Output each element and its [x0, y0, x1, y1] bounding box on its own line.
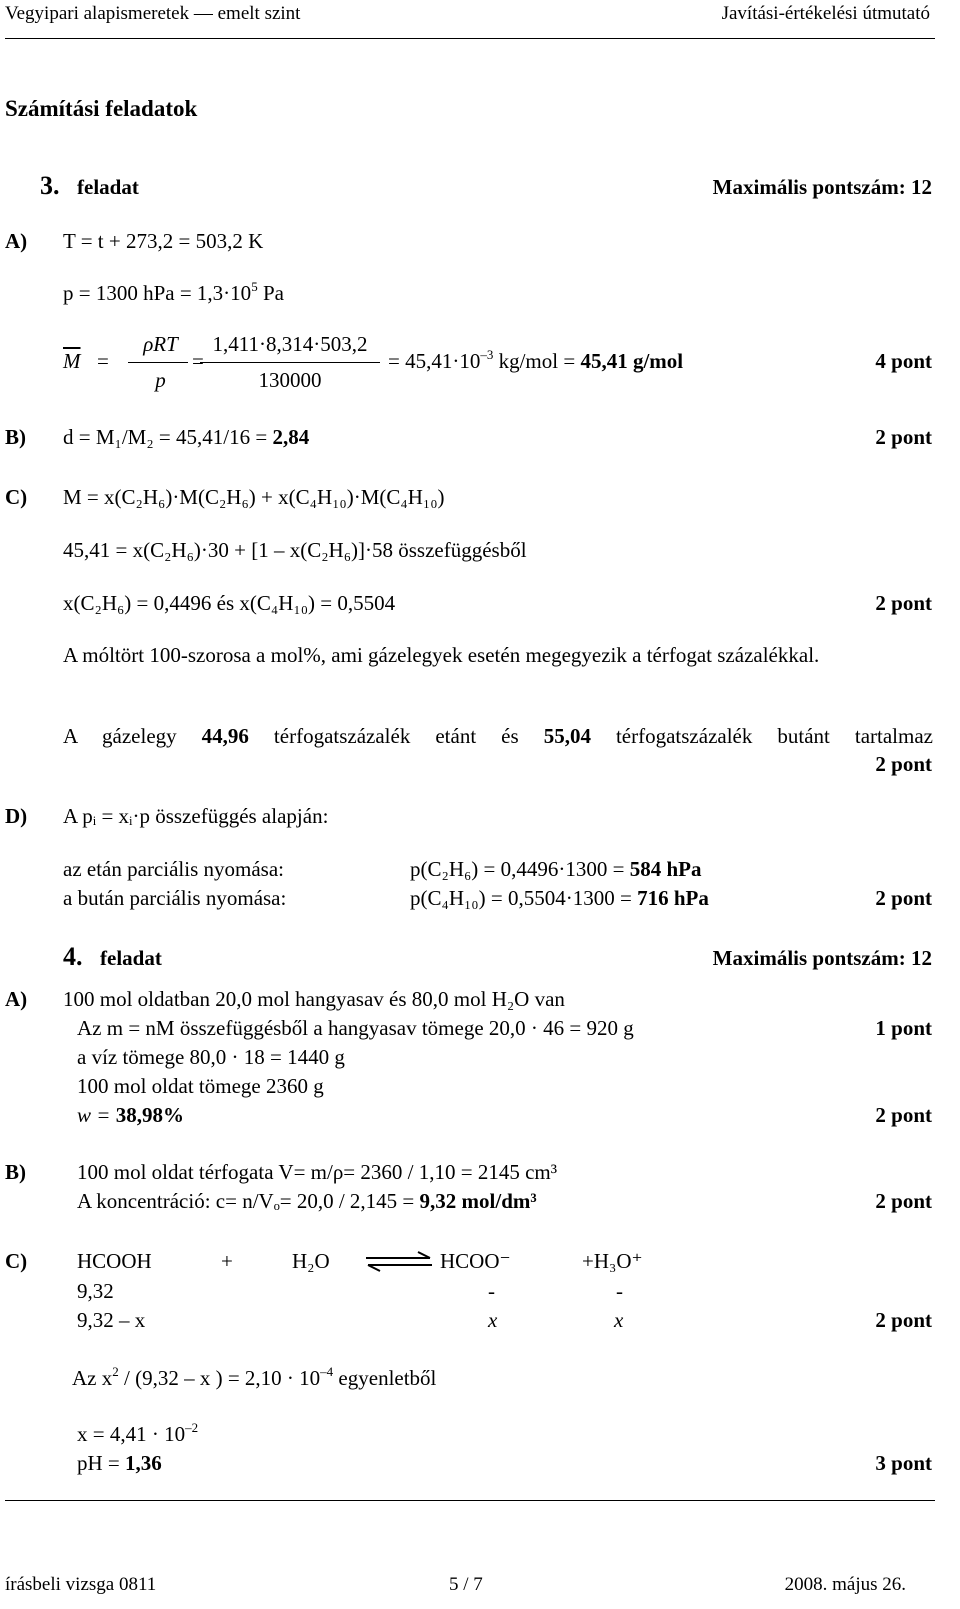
task3-a-frac1-num: ρRT [143, 332, 178, 356]
task3-number: 3. [40, 171, 60, 200]
task4-c-ph-points: 3 pont [875, 1451, 932, 1475]
equilibrium-arrow-icon [364, 1250, 434, 1272]
task4-a-line2: Az m = nM összefüggésből a hangyasav tömege 20,0 · 46 = 920 g [77, 1016, 634, 1040]
task3-c-line2: 45,41 = x(C₂H₆)·30 + [1 – x(C₂H₆)]·58 összefüggésből [63, 538, 527, 562]
task4-a-line3: a víz tömege 80,0 · 18 = 1440 g [77, 1045, 345, 1069]
task3-d-row2-label: a bután parciális nyomása: [63, 886, 287, 910]
task4-max-points: Maximális pontszám: 12 [712, 946, 932, 970]
task4-c-row1-c5: - [616, 1279, 623, 1303]
task3-c-line3: x(C₂H₆) = 0,4496 és x(C₄H₁₀) = 0,5504 [63, 591, 396, 615]
task3-b-points: 2 pont [875, 425, 932, 449]
task3-b-text: d = M₁/M₂ = 45,41/16 = 2,84 [63, 425, 310, 449]
task4-c-eq-line: Az $x^2 / (9,32$ – x ) = $2,10 \cdot 10^{-4}$ egyenletből [72, 1364, 437, 1390]
task4-c-eq-hcooh: HCOOH [77, 1249, 152, 1273]
task4-a-line1: 100 mol oldatban 20,0 mol hangyasav és 80,0 mol H₂O van [63, 987, 565, 1011]
task4-c-eq-h3o: +H₃O⁺ [582, 1249, 643, 1273]
task4-c-row1-c1: 9,32 [77, 1279, 114, 1303]
task3-a-frac2-den: 130000 [258, 368, 322, 392]
task4-a-line4: 100 mol oldat tömege 2360 g [77, 1074, 324, 1098]
task3-c-para1: A móltört 100-szorosa a mol%, ami gázelegyek esetén megegyezik a térfogat százalékkal. [63, 643, 820, 667]
task3-a-line1: T = t + 273,2 = 503,2 K [63, 229, 264, 253]
task4-a-line5-points: 2 pont [875, 1103, 932, 1127]
task3-title: feladat [77, 175, 139, 199]
task4-c-ph: pH = 1,36 [77, 1451, 162, 1475]
footer-rule [5, 1500, 935, 1501]
task3-d-row2-points: 2 pont [875, 886, 932, 910]
task4-c-row2-points: 2 pont [875, 1308, 932, 1332]
task4-c-eq-hcoo: HCOO⁻ [440, 1249, 511, 1273]
task3-a-line2: p = 1300 hPa = $1,3\cdot 10^5$ Pa [63, 279, 284, 305]
task3-d-row2-expr: p(C₄H₁₀) = 0,5504·1300 = 716 hPa [410, 886, 709, 910]
footer-right: 2008. május 26. [784, 1574, 906, 1595]
task3-d-row1-label: az etán parciális nyomása: [63, 857, 284, 881]
task4-c-row2-c1: 9,32 – x [77, 1308, 146, 1332]
task4-b-label: B) [5, 1160, 26, 1184]
task3-a-frac1-den: p [155, 368, 166, 392]
task4-c-row1-c4: - [488, 1279, 495, 1303]
footer-center: 5 / 7 [449, 1574, 483, 1595]
task3-c-para2-points: 2 pont [875, 752, 932, 776]
task4-c-row2-c5: x [614, 1308, 624, 1332]
task4-c-x-result: $x = 4,41 \cdot 10^{-2}$ [77, 1420, 199, 1446]
task4-b-line2: A koncentráció: c= n/Vₒ= 20,0 / 2,145 = 9,32 mol/dm³ [77, 1189, 537, 1213]
task3-a-eq1: = [97, 349, 109, 373]
header-left: Vegyipari alapismeretek — emelt szint [5, 3, 301, 24]
task3-a-eq2: = [192, 349, 204, 373]
section-title: Számítási feladatok [5, 96, 198, 121]
task3-d-intro: A pᵢ = xᵢ·p összefüggés alapján: [63, 804, 329, 828]
task3-a-points: 4 pont [875, 349, 932, 373]
task4-b-line2-points: 2 pont [875, 1189, 932, 1213]
task3-b-label: B) [5, 425, 26, 449]
task4-a-line5: w = 38,98% [77, 1103, 184, 1127]
task3-d-row1-expr: p(C₂H₆) = 0,4496·1300 = 584 hPa [410, 857, 702, 881]
task3-a-M-symbol: M [63, 349, 81, 373]
task3-a-frac2-num: 1,411·8,314·503,2 [212, 332, 368, 356]
task3-c-line1: M = x(C₂H₆)·M(C₂H₆) + x(C₄H₁₀)·M(C₄H₁₀) [63, 485, 445, 509]
task4-number: 4. [63, 942, 83, 971]
task3-a-label: A) [5, 229, 28, 253]
header-right: Javítási-értékelési útmutató [721, 3, 930, 24]
task4-title: feladat [100, 946, 162, 970]
task3-c-para2: A gázelegy 44,96 térfogatszázalék etánt és 55,04 térfogatszázalék butánt tartalmaz [63, 724, 933, 748]
task4-a-label: A) [5, 987, 28, 1011]
task4-c-eq-plus: + [221, 1249, 233, 1273]
task3-a-result: = $45,41\cdot 10^{-3}$ kg/mol = 45,41 g/mol [388, 347, 684, 373]
task3-a-frac1-line [128, 362, 188, 363]
task4-c-label: C) [5, 1249, 28, 1273]
task3-max-points: Maximális pontszám: 12 [712, 175, 932, 199]
task3-c-label: C) [5, 485, 28, 509]
task3-a-frac2-line [200, 362, 380, 363]
task4-a-line2-points: 1 pont [875, 1016, 932, 1040]
task4-c-eq-h2o: H₂O [292, 1249, 330, 1273]
task4-b-line1: 100 mol oldat térfogata V= m/ρ= 2360 / 1,10 = 2145 cm³ [77, 1160, 558, 1184]
task3-d-label: D) [5, 804, 28, 828]
footer-left: írásbeli vizsga 0811 [5, 1574, 157, 1595]
header-rule [5, 38, 935, 39]
task3-c-line3-points: 2 pont [875, 591, 932, 615]
task4-c-row2-c4: x [488, 1308, 498, 1332]
